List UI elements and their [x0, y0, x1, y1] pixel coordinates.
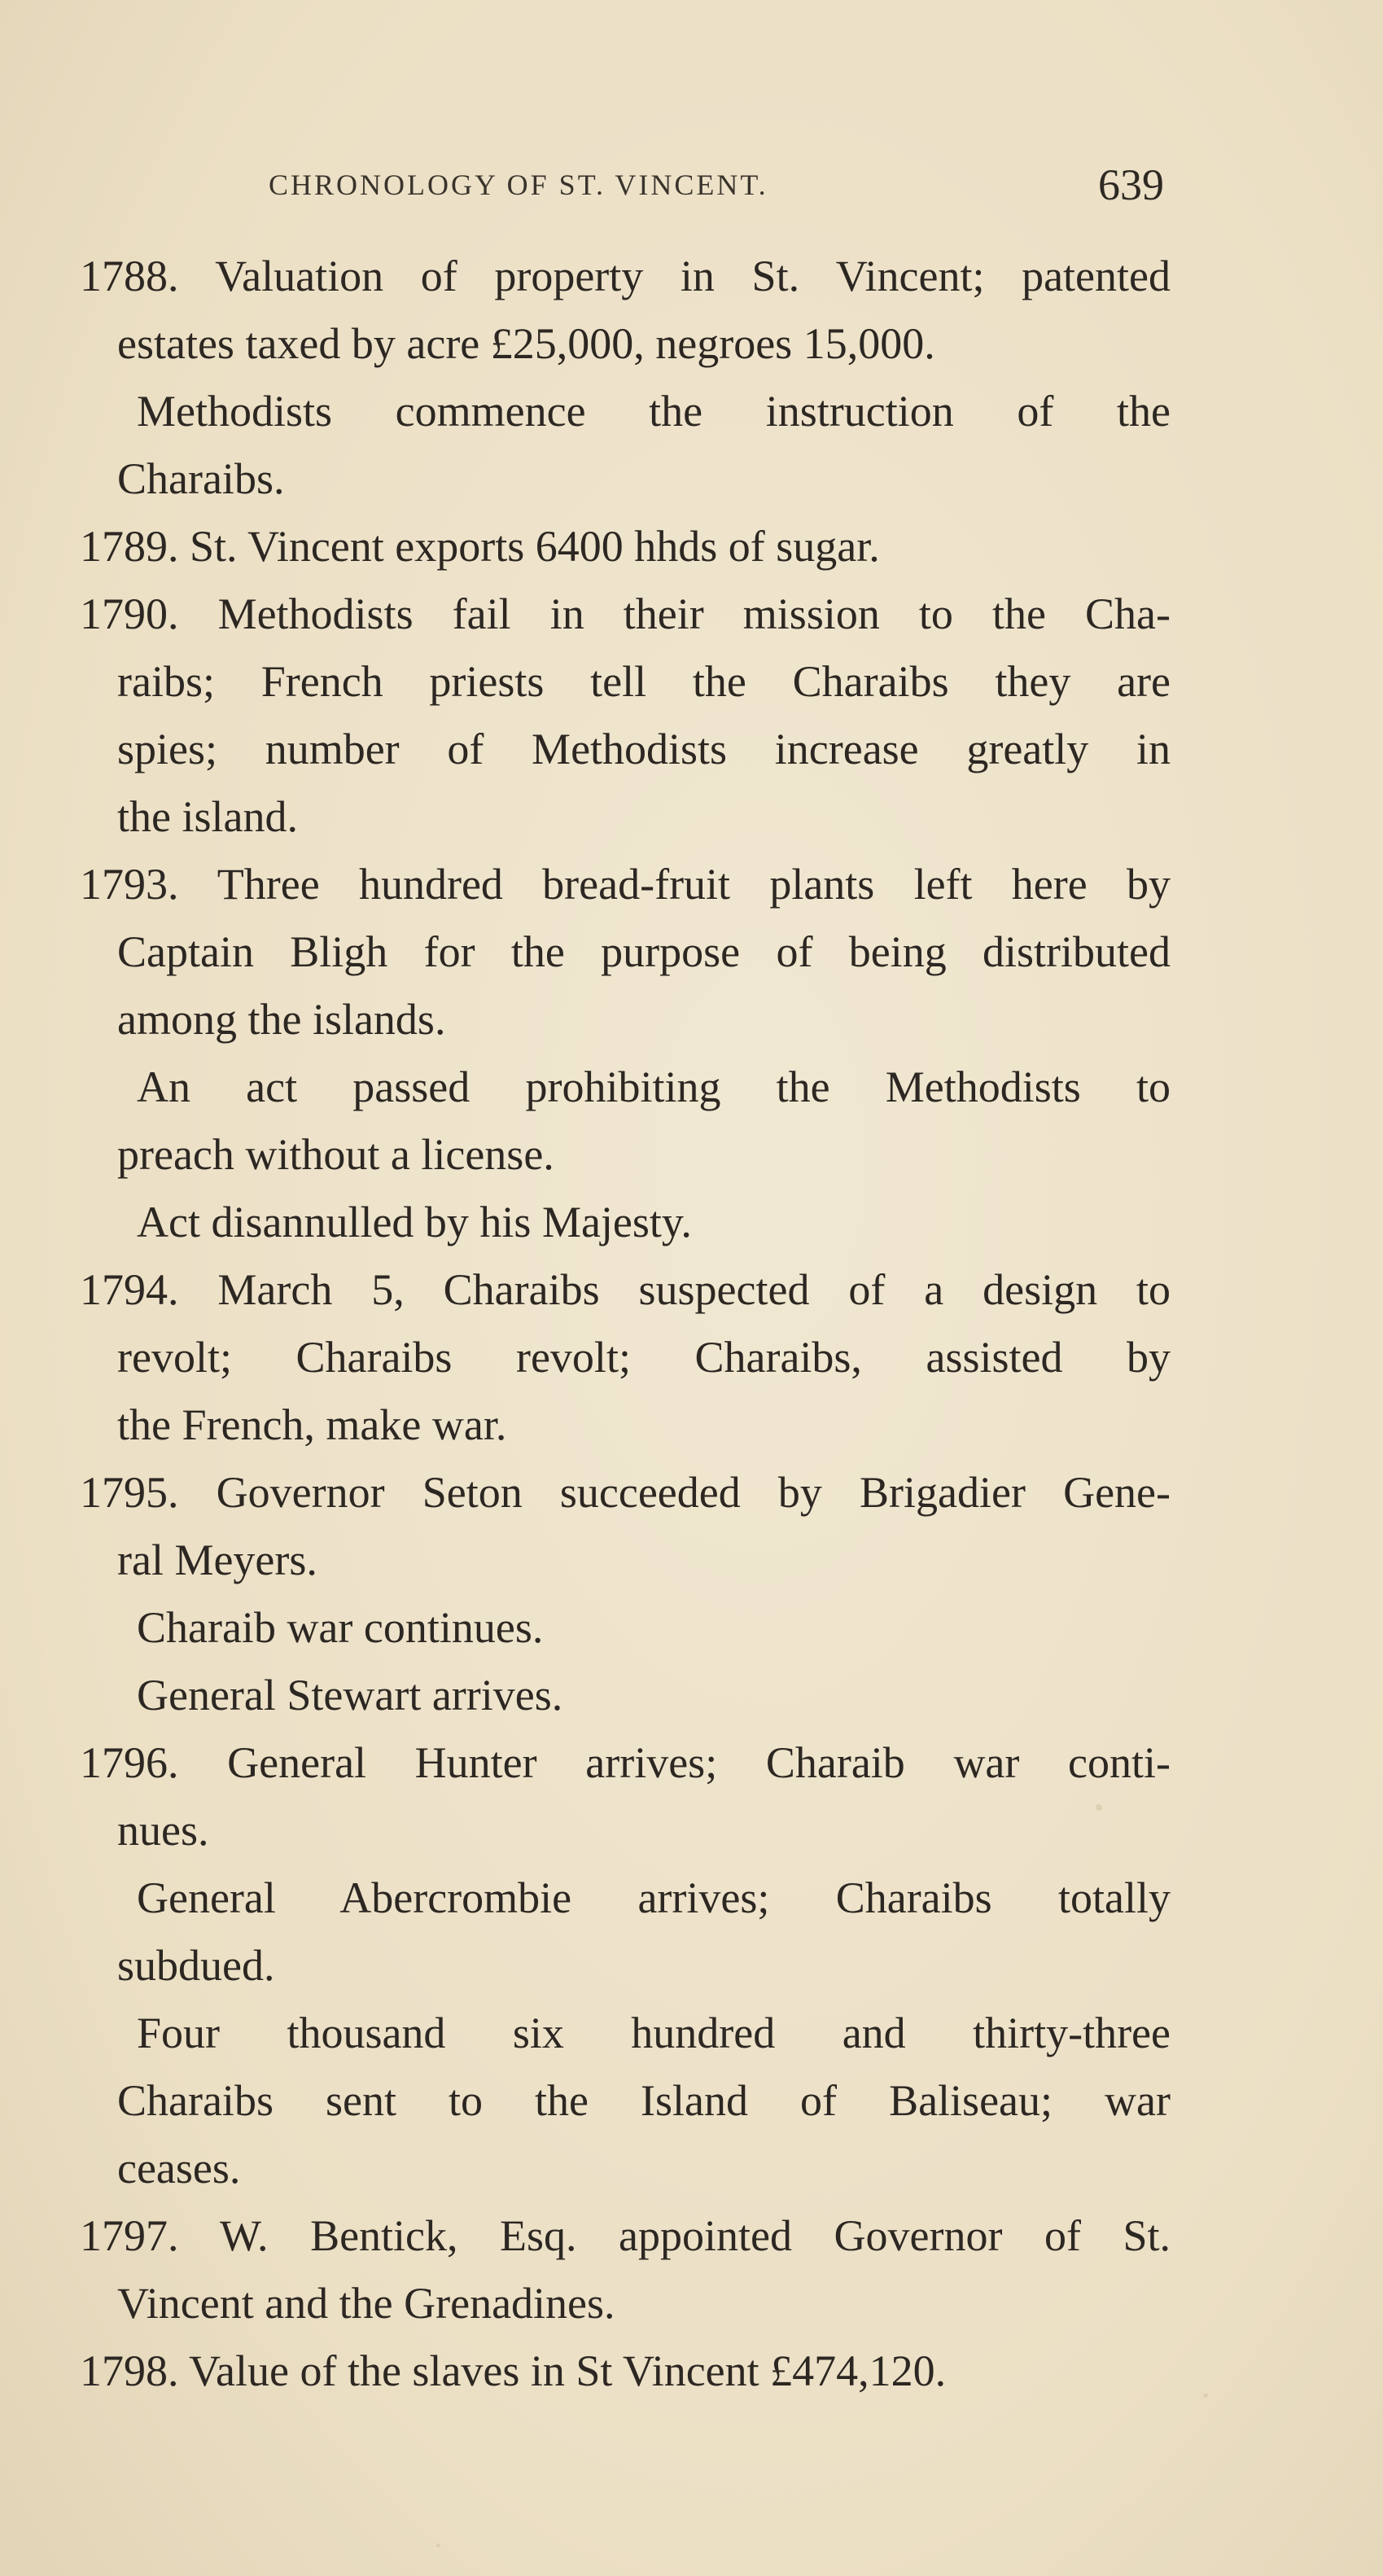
chronology-text	[80, 243, 1171, 2405]
text-line: the island.	[117, 792, 298, 841]
text-line: 1789. St. Vincent exports 6400 hhds of sugar.	[80, 522, 880, 571]
text-line: Methodists commence the instruction of the	[137, 387, 1171, 436]
page-number: 639	[1098, 160, 1164, 209]
text-line: 1797. W. Bentick, Esq. appointed Governor of St.	[80, 2211, 1171, 2260]
text-line: 1796. General Hunter arrives; Charaib war conti-	[80, 1738, 1171, 1787]
text-line: Charaibs sent to the Island of Baliseau; war	[117, 2076, 1171, 2125]
text-line: Charaibs.	[117, 454, 285, 503]
text-line: 1798. Value of the slaves in St Vincent £474,120.	[80, 2346, 947, 2395]
page-header	[269, 160, 1164, 217]
paper-spot	[436, 2543, 440, 2548]
text-line: Act disannulled by his Majesty.	[137, 1198, 692, 1246]
text-line: 1793. Three hundred bread-fruit plants left here by	[80, 860, 1171, 909]
text-line: subdued.	[117, 1941, 275, 1990]
text-line: revolt; Charaibs revolt; Charaibs, assisted by	[117, 1333, 1171, 1382]
text-line: preach without a license.	[117, 1130, 554, 1179]
text-line: General Abercrombie arrives; Charaibs totally	[137, 1873, 1171, 1922]
running-head: CHRONOLOGY OF ST. VINCENT.	[269, 169, 768, 201]
text-line: General Stewart arrives.	[137, 1671, 563, 1720]
text-line: ceases.	[117, 2144, 241, 2193]
text-line: raibs; French priests tell the Charaibs they are	[117, 657, 1171, 706]
text-line: 1790. Methodists fail in their mission to the Cha-	[80, 589, 1171, 638]
paper-spot	[1203, 2394, 1208, 2398]
text-line: 1788. Valuation of property in St. Vincent; patented	[80, 252, 1171, 300]
text-line: ral Meyers.	[117, 1536, 317, 1584]
paper-spot	[1096, 1804, 1102, 1811]
text-line: nues.	[117, 1806, 209, 1855]
text-line: Captain Bligh for the purpose of being distributed	[117, 927, 1171, 976]
text-line: the French, make war.	[117, 1400, 507, 1449]
text-line: Four thousand six hundred and thirty-three	[137, 2009, 1171, 2057]
text-line: An act passed prohibiting the Methodists to	[137, 1062, 1171, 1111]
text-line: Vincent and the Grenadines.	[117, 2279, 615, 2328]
text-line: spies; number of Methodists increase greatly in	[117, 725, 1171, 773]
text-line: estates taxed by acre £25,000, negroes 15,000.	[117, 319, 935, 368]
text-line: 1794. March 5, Charaibs suspected of a design to	[80, 1265, 1171, 1314]
text-line: Charaib war continues.	[137, 1603, 544, 1652]
text-line: 1795. Governor Seton succeeded by Brigadier Gene-	[80, 1468, 1171, 1517]
text-line: among the islands.	[117, 995, 446, 1044]
